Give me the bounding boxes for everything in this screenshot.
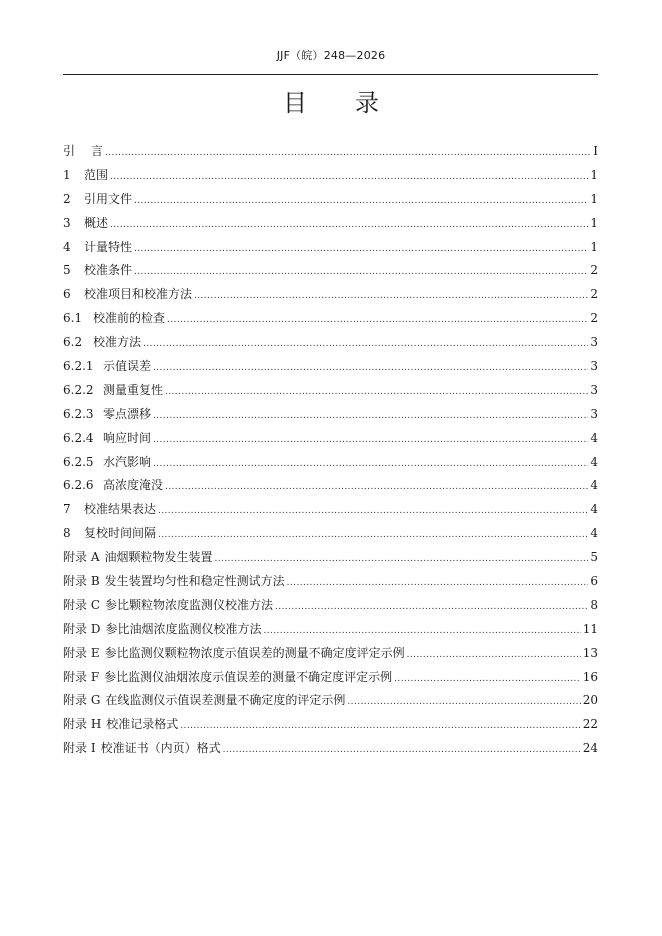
toc-entry[interactable]: [63, 212, 598, 236]
toc-entry-title: 计量特性: [84, 239, 133, 254]
toc-page-number: 1: [590, 167, 598, 182]
toc-entry-title: 范围: [84, 167, 109, 182]
toc-entry[interactable]: [63, 451, 598, 475]
toc-leader-dots: [134, 238, 588, 262]
toc-leader-dots: [180, 715, 580, 739]
toc-leader-dots: [407, 644, 581, 668]
toc-entry-label: [63, 451, 151, 475]
toc-entry[interactable]: [63, 164, 598, 188]
toc-page-number: 3: [590, 335, 598, 350]
toc-entry-number: 附录 F: [63, 669, 100, 684]
toc-entry[interactable]: [63, 737, 598, 761]
toc-entry[interactable]: [63, 140, 598, 164]
toc-page-number: 11: [582, 621, 598, 636]
toc-page-number: 1: [590, 239, 598, 254]
toc-page-number: 4: [590, 502, 598, 517]
toc-entry-number: 6.2.2: [63, 382, 94, 397]
toc-leader-dots: [110, 214, 588, 238]
toc-entry-number: 引: [63, 144, 76, 158]
toc-entry-title: 零点漂移: [103, 406, 152, 421]
title-char-2: 录: [355, 89, 379, 117]
toc-entry[interactable]: [63, 689, 598, 713]
toc-page-number: 16: [582, 669, 598, 684]
toc-leader-dots: [158, 500, 588, 524]
toc-leader-dots: [134, 261, 588, 285]
toc-page-number: 4: [590, 478, 598, 493]
document-code-header: JJF（皖）248—2026: [276, 49, 386, 62]
toc-entry-number: 4: [63, 239, 71, 254]
toc-page-number: 4: [590, 454, 598, 469]
toc-entry-number: 6.2.5: [63, 454, 94, 469]
toc-page-number: I: [593, 144, 598, 158]
toc-page-number: 3: [590, 382, 598, 397]
toc-entry-title: 油烟颗粒物发生装置: [104, 550, 213, 565]
toc-entry-number: 附录 C: [63, 597, 100, 612]
toc-entry-label: [63, 212, 108, 236]
toc-entry-label: [63, 140, 103, 164]
toc-page-number: 3: [590, 359, 598, 374]
toc-entry-title: 响应时间: [103, 430, 152, 445]
toc-entry-label: [63, 737, 221, 761]
toc-leader-dots: [287, 572, 589, 596]
toc-entry-label: [63, 403, 151, 427]
toc-entry[interactable]: [63, 546, 598, 570]
toc-leader-dots: [134, 190, 588, 214]
toc-entry-label: [63, 546, 213, 570]
toc-entry-title: 参比监测仪油烟浓度示值误差的测量不确定度评定示例: [104, 669, 393, 684]
toc-entry-number: 附录 D: [63, 621, 101, 636]
toc-page-number: 1: [590, 191, 598, 206]
toc-entry-label: [63, 379, 163, 403]
toc-leader-dots: [275, 596, 588, 620]
toc-entry-label: [63, 642, 405, 666]
toc-entry-label: [63, 355, 151, 379]
toc-entry-number: 6.2: [63, 335, 83, 350]
toc-leader-dots: [105, 142, 591, 166]
toc-page-number: 3: [590, 406, 598, 421]
toc-entry-number: 8: [63, 526, 71, 541]
toc-leader-dots: [110, 166, 588, 190]
toc-entry-title: 发生装置均匀性和稳定性测试方法: [104, 574, 285, 589]
toc-entry-label: [63, 689, 345, 713]
toc-entry-title: 参比油烟浓度监测仪校准方法: [105, 621, 262, 636]
toc-entry[interactable]: [63, 427, 598, 451]
toc-entry-title: 校准结果表达: [84, 502, 157, 517]
toc-page-number: 22: [582, 717, 598, 732]
toc-entry-number: 附录 A: [63, 550, 100, 565]
toc-leader-dots: [143, 333, 588, 357]
toc-leader-dots: [153, 453, 588, 477]
toc-entry-number: 6.1: [63, 311, 83, 326]
toc-entry-number: 6.2.4: [63, 430, 94, 445]
toc-leader-dots: [394, 668, 581, 692]
toc-entry-number: 附录 I: [63, 741, 96, 756]
toc-entry-label: [63, 259, 132, 283]
toc-entry[interactable]: [63, 594, 598, 618]
toc-entry[interactable]: [63, 331, 598, 355]
toc-page-number: 2: [590, 287, 598, 302]
toc-entry[interactable]: [63, 283, 598, 307]
toc-entry-title: 校准记录格式: [106, 717, 179, 732]
toc-page-number: 2: [590, 311, 598, 326]
toc-entry-title: 概述: [84, 215, 109, 230]
toc-entry-number: 附录 B: [63, 574, 100, 589]
toc-page-number: 1: [590, 215, 598, 230]
toc-leader-dots: [263, 620, 580, 644]
toc-entry[interactable]: [63, 474, 598, 498]
toc-page-number: 4: [590, 526, 598, 541]
toc-page-number: 5: [590, 550, 598, 565]
toc-entry-title: 校准条件: [84, 263, 133, 278]
toc-page-number: 20: [582, 693, 598, 708]
toc-entry-label: [63, 594, 273, 618]
toc-entry[interactable]: [63, 498, 598, 522]
toc-entry[interactable]: [63, 570, 598, 594]
header-rule: [63, 74, 598, 75]
toc-entry[interactable]: [63, 236, 598, 260]
toc-leader-dots: [158, 524, 588, 548]
toc-leader-dots: [223, 739, 581, 763]
toc-entry-label: [63, 474, 163, 498]
toc-entry[interactable]: [63, 713, 598, 737]
toc-entry[interactable]: [63, 355, 598, 379]
toc-entry[interactable]: [63, 188, 598, 212]
toc-entry-number: 7: [63, 502, 71, 517]
toc-entry-number: 3: [63, 215, 71, 230]
toc-entry-number: 6.2.1: [63, 359, 94, 374]
toc-entry-label: [63, 283, 192, 307]
toc-entry-number: 附录 H: [63, 717, 102, 732]
toc-entry-title: 校准前的检查: [93, 311, 166, 326]
toc-entry-label: [63, 666, 392, 690]
toc-entry[interactable]: [63, 403, 598, 427]
toc-entry-title: 参比监测仪颗粒物浓度示值误差的测量不确定度评定示例: [104, 645, 405, 660]
toc-entry[interactable]: [63, 259, 598, 283]
toc-entry-label: [63, 188, 132, 212]
toc-entry[interactable]: [63, 666, 598, 690]
toc-leader-dots: [215, 548, 589, 572]
toc-entry[interactable]: [63, 379, 598, 403]
toc-entry-number: 附录 E: [63, 645, 100, 660]
title-char-1: 目: [283, 89, 307, 117]
toc-entry-label: [63, 618, 261, 642]
toc-entry-title: 参比颗粒物浓度监测仪校准方法: [105, 597, 274, 612]
toc-leader-dots: [347, 691, 580, 715]
toc-entry-title: 水汽影响: [103, 454, 152, 469]
toc-entry-number: 2: [63, 191, 71, 206]
toc-entry-title: 测量重复性: [103, 382, 164, 397]
toc-leader-dots: [153, 429, 588, 453]
toc-page-number: 2: [590, 263, 598, 278]
toc-entry-label: [63, 307, 165, 331]
toc-entry-title: 高浓度淹没: [103, 478, 164, 493]
toc-leader-dots: [165, 476, 588, 500]
toc-entry-label: [63, 236, 132, 260]
table-of-contents: [63, 140, 598, 761]
toc-page-number: 4: [590, 430, 598, 445]
toc-entry-title: 校准证书（内页）格式: [100, 741, 221, 756]
toc-entry-title: 在线监测仪示值误差测量不确定度的评定示例: [105, 693, 346, 708]
toc-leader-dots: [165, 381, 588, 405]
toc-entry-number: 1: [63, 167, 71, 182]
toc-entry-number: 6.2.3: [63, 406, 94, 421]
toc-entry-number: 附录 G: [63, 693, 101, 708]
toc-page-number: 6: [590, 574, 598, 589]
toc-entry[interactable]: [63, 522, 598, 546]
toc-entry-number: 6: [63, 287, 71, 302]
toc-entry-label: [63, 331, 141, 355]
toc-page-number: 8: [590, 597, 598, 612]
toc-entry-number: 6.2.6: [63, 478, 94, 493]
toc-entry-number: 5: [63, 263, 71, 278]
toc-entry-title: 复校时间间隔: [84, 526, 157, 541]
toc-page-number: 24: [582, 741, 598, 756]
toc-entry-label: [63, 427, 151, 451]
toc-leader-dots: [167, 309, 588, 333]
toc-entry-label: [63, 498, 156, 522]
toc-entry-label: [63, 570, 285, 594]
toc-leader-dots: [194, 285, 588, 309]
toc-entry-label: [63, 713, 178, 737]
toc-entry-title: 引用文件: [84, 191, 133, 206]
toc-leader-dots: [153, 405, 588, 429]
toc-entry-title: 校准方法: [93, 335, 142, 350]
toc-entry-label: [63, 164, 108, 188]
toc-entry-label: [63, 522, 156, 546]
toc-leader-dots: [153, 357, 588, 381]
toc-entry[interactable]: [63, 307, 598, 331]
toc-entry-title: 言: [91, 144, 104, 158]
toc-entry[interactable]: [63, 618, 598, 642]
toc-page-number: 13: [582, 645, 598, 660]
toc-entry-title: 校准项目和校准方法: [84, 287, 193, 302]
toc-entry[interactable]: [63, 642, 598, 666]
toc-entry-title: 示值误差: [103, 359, 152, 374]
page-title: [0, 83, 662, 118]
